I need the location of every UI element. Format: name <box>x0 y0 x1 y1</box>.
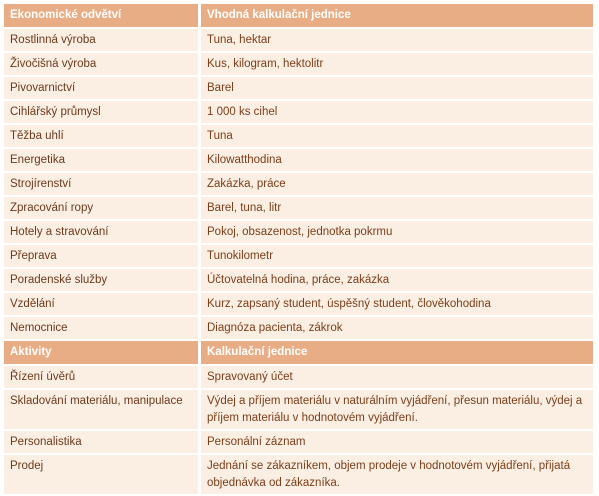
unit-cell: Účtovatelná hodina, práce, zakázka <box>201 269 593 293</box>
table-header-row <box>4 4 593 29</box>
category-cell: Těžba uhlí <box>4 125 201 149</box>
table-row <box>4 221 593 245</box>
unit-cell: Jednání se zákazníkem, objem prodeje v hodnotovém vyjádření, přijatá objednávka od zákazníka. <box>201 455 593 496</box>
column-header-unit: Kalkulační jednice <box>201 341 593 366</box>
unit-cell: Barel, tuna, litr <box>201 197 593 221</box>
category-cell: Prodej <box>4 455 201 496</box>
column-header-unit: Vhodná kalkulační jednice <box>201 4 593 29</box>
table-row <box>4 149 593 173</box>
table-row <box>4 269 593 293</box>
unit-cell: Diagnóza pacienta, zákrok <box>201 317 593 341</box>
table-row <box>4 101 593 125</box>
category-cell: Rostlinná výroba <box>4 29 201 53</box>
table-row <box>4 29 593 53</box>
category-cell: Živočišná výroba <box>4 53 201 77</box>
table-row <box>4 125 593 149</box>
table-header-row <box>4 341 593 366</box>
category-cell: Řízení úvěrů <box>4 366 201 390</box>
category-cell: Pivovarnictví <box>4 77 201 101</box>
unit-cell: Kurz, zapsaný student, úspěšný student, člověkohodina <box>201 293 593 317</box>
unit-cell: Barel <box>201 77 593 101</box>
category-cell: Vzdělání <box>4 293 201 317</box>
unit-cell: Kilowatthodina <box>201 149 593 173</box>
category-cell: Zpracování ropy <box>4 197 201 221</box>
table-row <box>4 366 593 390</box>
category-cell: Hotely a stravování <box>4 221 201 245</box>
table-row <box>4 53 593 77</box>
table-row <box>4 245 593 269</box>
category-cell: Energetika <box>4 149 201 173</box>
table-row <box>4 173 593 197</box>
unit-cell: Pokoj, obsazenost, jednotka pokrmu <box>201 221 593 245</box>
unit-cell: Tunokilometr <box>201 245 593 269</box>
table-row <box>4 77 593 101</box>
table-row <box>4 197 593 221</box>
category-cell: Přeprava <box>4 245 201 269</box>
unit-cell: Spravovaný účet <box>201 366 593 390</box>
unit-cell: Personální záznam <box>201 431 593 455</box>
unit-cell: Tuna <box>201 125 593 149</box>
column-header-category: Aktivity <box>4 341 201 366</box>
unit-cell: Kus, kilogram, hektolitr <box>201 53 593 77</box>
category-cell: Personalistika <box>4 431 201 455</box>
column-header-category: Ekonomické odvětví <box>4 4 201 29</box>
category-cell: Nemocnice <box>4 317 201 341</box>
unit-cell: Výdej a příjem materiálu v naturálním vyjádření, přesun materiálu, výdej a příjem materiálu v hodnotovém vyjádření. <box>201 390 593 431</box>
calculation-units-table <box>4 4 593 496</box>
unit-cell: Tuna, hektar <box>201 29 593 53</box>
table-row <box>4 455 593 496</box>
category-cell: Strojírenství <box>4 173 201 197</box>
table-row <box>4 317 593 341</box>
unit-cell: 1 000 ks cihel <box>201 101 593 125</box>
table-row <box>4 390 593 431</box>
table-row <box>4 293 593 317</box>
table-row <box>4 431 593 455</box>
category-cell: Skladování materiálu, manipulace <box>4 390 201 431</box>
category-cell: Cihlářský průmysl <box>4 101 201 125</box>
unit-cell: Zakázka, práce <box>201 173 593 197</box>
category-cell: Poradenské služby <box>4 269 201 293</box>
